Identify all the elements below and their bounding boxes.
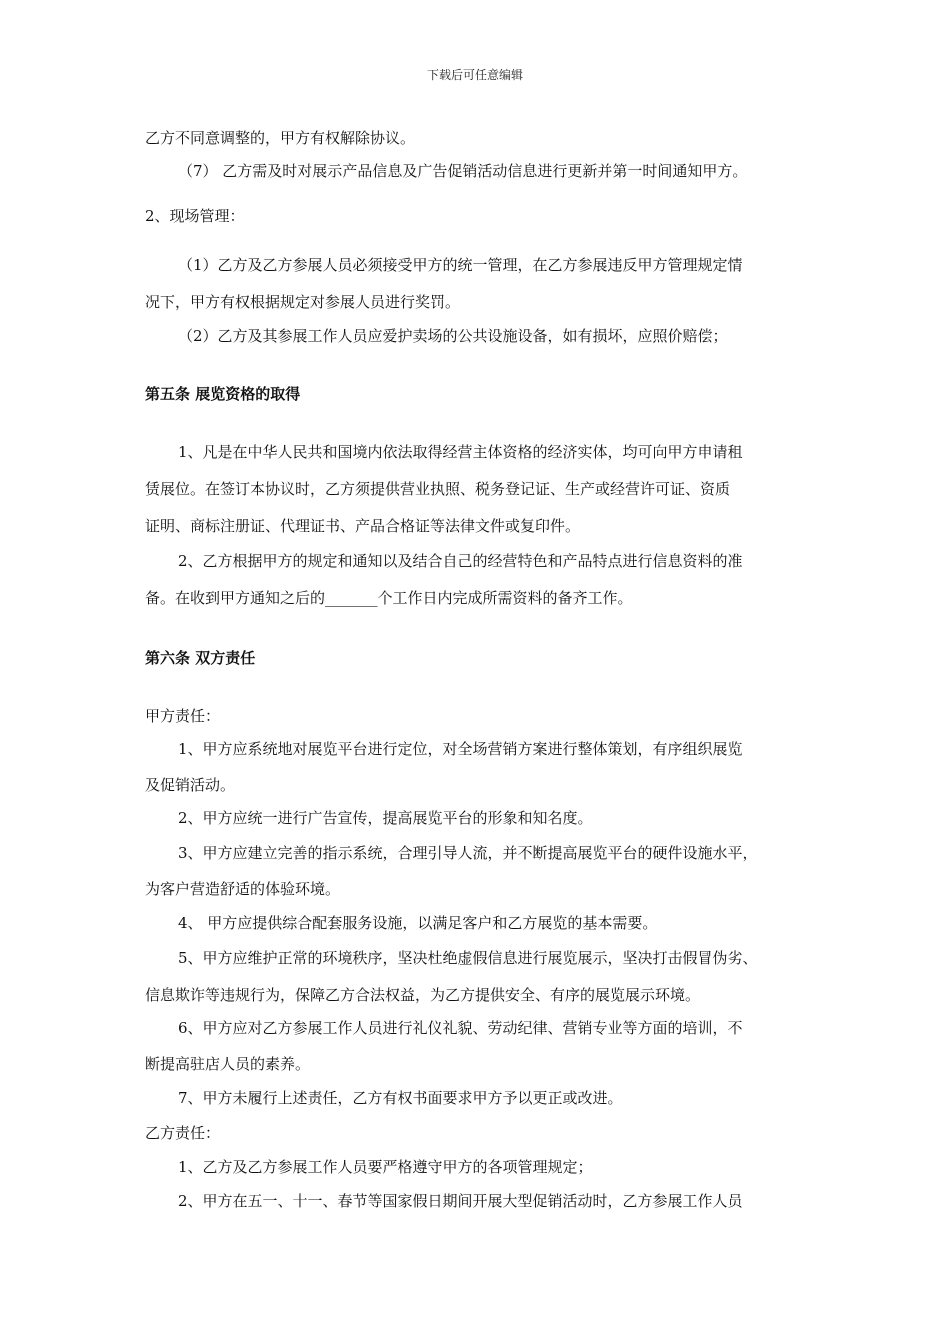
paragraph-line: 为客户营造舒适的体验环境。	[145, 880, 341, 898]
paragraph-line: 6、甲方应对乙方参展工作人员进行礼仪礼貌、劳动纪律、营销专业等方面的培训，不	[178, 1019, 743, 1037]
paragraph-line: 乙方不同意调整的，甲方有权解除协议。	[145, 129, 416, 147]
paragraph-line: 2、乙方根据甲方的规定和通知以及结合自己的经营特色和产品特点进行信息资料的准	[178, 552, 743, 570]
paragraph-line: 2、甲方应统一进行广告宣传，提高展览平台的形象和知名度。	[178, 809, 593, 827]
section-subheading: 甲方责任：	[145, 707, 221, 725]
paragraph-line: 备。在收到甲方通知之后的_______个工作日内完成所需资料的备齐工作。	[145, 589, 633, 607]
article-heading: 第五条 展览资格的取得	[145, 385, 301, 403]
paragraph-line: 5、甲方应维护正常的环境秩序，坚决杜绝虚假信息进行展览展示，坚决打击假冒伪劣、	[178, 949, 758, 967]
paragraph-line: 及促销活动。	[145, 776, 236, 794]
paragraph-line: 1、凡是在中华人民共和国境内依法取得经营主体资格的经济实体，均可向甲方申请租	[178, 443, 743, 461]
paragraph-line: （7） 乙方需及时对展示产品信息及广告促销活动信息进行更新并第一时间通知甲方。	[178, 162, 748, 180]
section-subheading: 2、现场管理：	[145, 207, 245, 225]
paragraph-line: 4、 甲方应提供综合配套服务设施，以满足客户和乙方展览的基本需要。	[178, 914, 658, 932]
paragraph-line: （2）乙方及其参展工作人员应爱护卖场的公共设施设备，如有损坏，应照价赔偿；	[178, 327, 728, 345]
page-header: 下载后可任意编辑	[426, 68, 523, 82]
section-subheading: 乙方责任：	[145, 1124, 221, 1142]
paragraph-line: 1、乙方及乙方参展工作人员要严格遵守甲方的各项管理规定；	[178, 1158, 593, 1176]
article-heading: 第六条 双方责任	[145, 649, 256, 667]
paragraph-line: 证明、商标注册证、代理证书、产品合格证等法律文件或复印件。	[145, 517, 581, 535]
paragraph-line: 7、甲方未履行上述责任，乙方有权书面要求甲方予以更正或改进。	[178, 1089, 623, 1107]
paragraph-line: 信息欺诈等违规行为，保障乙方合法权益，为乙方提供安全、有序的展览展示环境。	[145, 986, 701, 1004]
paragraph-line: 2、甲方在五一、十一、春节等国家假日期间开展大型促销活动时，乙方参展工作人员	[178, 1192, 743, 1210]
paragraph-line: 3、甲方应建立完善的指示系统，合理引导人流，并不断提高展览平台的硬件设施水平，	[178, 844, 758, 862]
paragraph-line: （1）乙方及乙方参展人员必须接受甲方的统一管理，在乙方参展违反甲方管理规定情	[178, 256, 743, 274]
paragraph-line: 赁展位。在签订本协议时，乙方须提供营业执照、税务登记证、生产或经营许可证、资质	[145, 480, 731, 498]
paragraph-line: 况下，甲方有权根据规定对参展人员进行奖罚。	[145, 293, 461, 311]
paragraph-line: 1、甲方应系统地对展览平台进行定位，对全场营销方案进行整体策划，有序组织展览	[178, 740, 743, 758]
paragraph-line: 断提高驻店人员的素养。	[145, 1055, 311, 1073]
